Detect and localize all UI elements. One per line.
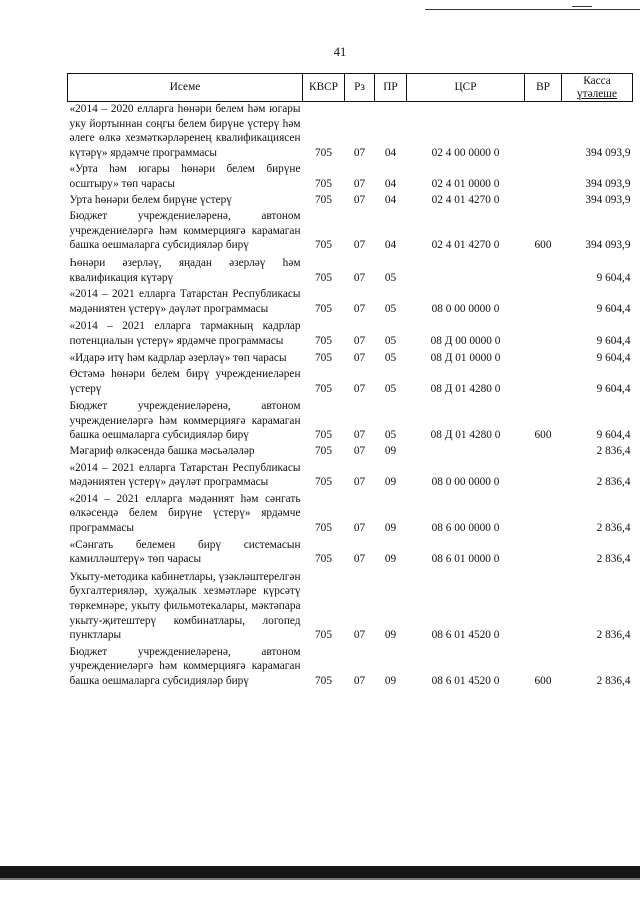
row-rz: 07 xyxy=(353,382,366,395)
table-header-row xyxy=(68,74,633,102)
row-vr xyxy=(525,567,562,643)
row-amount: 9 604,4 xyxy=(596,271,631,284)
row-name: Укыту-методика кабинетлары, үзәкләштерелгән бухгалтерияләр, хуҗалык хезмәтләре күрсәтү төркемнәре, укыту фильмотекалары, мәктәпара укыту-җитештерү комбинатлары, логопед пунктлары xyxy=(69,570,301,642)
row-rz: 07 xyxy=(353,271,366,284)
row-kvsr: 705 xyxy=(315,193,332,206)
row-rz: 07 xyxy=(353,302,366,315)
row-pr: 09 xyxy=(384,674,397,687)
table-row xyxy=(68,253,633,285)
row-kvsr: 705 xyxy=(315,177,332,190)
row-rz: 07 xyxy=(353,629,366,642)
table-row xyxy=(68,490,633,536)
header-kvsr: КВСР xyxy=(303,74,345,102)
row-pr: 09 xyxy=(384,553,397,566)
header-kassa xyxy=(562,74,633,102)
row-name: «Идарә итү һәм кадрлар әзерләү» төп чарасы xyxy=(69,351,287,364)
scan-bottom-band xyxy=(0,866,640,878)
header-kassa-line1: Касса xyxy=(583,74,611,87)
row-pr: 04 xyxy=(384,177,397,190)
row-name: Бюджет учреждениеләренә, автоном учреждениеләргә һәм коммерциягә карамаган башка оешмаларга субсидияләр бирү xyxy=(69,210,301,252)
row-csr xyxy=(407,253,525,285)
row-pr: 05 xyxy=(384,351,397,364)
row-csr: 08 Д 01 4280 0 xyxy=(430,429,501,442)
row-csr: 02 4 00 0000 0 xyxy=(431,146,500,159)
row-csr: 02 4 01 4270 0 xyxy=(431,193,500,206)
row-vr xyxy=(525,160,562,191)
table-row xyxy=(68,349,633,366)
header-name: Исеме xyxy=(68,74,303,102)
row-rz: 07 xyxy=(353,146,366,159)
row-vr xyxy=(525,536,562,567)
row-amount: 9 604,4 xyxy=(596,351,631,364)
row-amount: 2 836,4 xyxy=(596,476,631,489)
row-pr: 09 xyxy=(384,445,397,458)
scan-bottom-band-edge xyxy=(0,878,640,880)
row-amount: 9 604,4 xyxy=(596,302,631,315)
row-kvsr: 705 xyxy=(315,445,332,458)
table-row xyxy=(68,643,633,689)
row-kvsr: 705 xyxy=(315,674,332,687)
row-vr xyxy=(525,102,562,161)
row-pr: 04 xyxy=(384,193,397,206)
row-kvsr: 705 xyxy=(315,271,332,284)
row-amount: 394 093,9 xyxy=(585,239,631,252)
row-rz: 07 xyxy=(353,522,366,535)
row-amount: 2 836,4 xyxy=(596,674,631,687)
table-body xyxy=(68,102,633,689)
table-row xyxy=(68,365,633,396)
row-amount: 394 093,9 xyxy=(585,193,631,206)
budget-table xyxy=(67,73,633,689)
row-amount: 2 836,4 xyxy=(596,629,631,642)
page-number: 41 xyxy=(333,45,347,59)
row-csr: 08 Д 01 4280 0 xyxy=(430,382,501,395)
table-row xyxy=(68,192,633,208)
row-name: «2014 – 2021 елларга тармакның кадрлар потенциалын үстерү» ярдәмче программасы xyxy=(69,320,301,347)
row-pr: 05 xyxy=(384,429,397,442)
table-row xyxy=(68,567,633,643)
row-name: Мәгариф өлкәсендә башка мәсьәләләр xyxy=(69,445,255,458)
row-vr xyxy=(525,459,562,490)
row-name: Һөнәри әзерләү, яңадан әзерләү һәм квалификация күтәрү xyxy=(69,256,301,284)
table-row xyxy=(68,316,633,348)
header-vr: ВР xyxy=(525,74,562,102)
header-kassa-line2: үтәлеше xyxy=(577,87,617,100)
row-kvsr: 705 xyxy=(315,351,332,364)
row-amount: 2 836,4 xyxy=(596,522,631,535)
row-vr: 600 xyxy=(534,239,552,252)
row-kvsr: 705 xyxy=(315,302,332,315)
row-pr: 04 xyxy=(384,239,397,252)
row-kvsr: 705 xyxy=(315,522,332,535)
row-pr: 05 xyxy=(384,382,397,395)
row-rz: 07 xyxy=(353,193,366,206)
row-pr: 05 xyxy=(384,302,397,315)
row-rz: 07 xyxy=(353,334,366,347)
table-row xyxy=(68,443,633,459)
row-name: «2014 – 2021 елларга Татарстан Республикасы мәдәниятен үстерү» дәүләт программасы xyxy=(69,288,301,315)
table-row xyxy=(68,160,633,191)
row-csr: 08 6 00 0000 0 xyxy=(431,522,500,535)
row-name: «2014 – 2020 елларга һөнәри белем һәм югары уку йортыннан соңгы белем бирүне үстерү һәм әлеге өлкә хезмәткәрләренең квалификациясен күтәрү» ярдәмче программасы xyxy=(69,103,301,159)
row-name: Бюджет учреждениеләренә, автоном учреждениеләргә һәм коммерциягә карамаган башка оешмаларга субсидияләр бирү xyxy=(69,400,301,442)
row-amount: 9 604,4 xyxy=(596,382,631,395)
row-pr: 05 xyxy=(384,334,397,347)
row-amount: 9 604,4 xyxy=(596,334,631,347)
top-edge-dash xyxy=(572,6,592,7)
row-name: «2014 – 2021 елларга мәдәният һәм сәнгать өлкәсендә белем бирүне үстерү» ярдәмче программасы xyxy=(69,492,301,535)
row-pr: 05 xyxy=(384,271,397,284)
row-vr xyxy=(525,285,562,316)
row-rz: 07 xyxy=(353,553,366,566)
row-amount: 2 836,4 xyxy=(596,445,631,458)
row-amount: 2 836,4 xyxy=(596,553,631,566)
row-csr: 08 0 00 0000 0 xyxy=(431,476,500,489)
table-row xyxy=(68,536,633,567)
row-rz: 07 xyxy=(353,674,366,687)
row-csr: 08 6 01 4520 0 xyxy=(431,629,500,642)
row-name: «Урта һәм югары һөнәри белем бирүне осштыру» төп чарасы xyxy=(69,163,301,190)
row-vr xyxy=(525,192,562,208)
row-vr xyxy=(525,349,562,366)
row-amount: 394 093,9 xyxy=(585,146,631,159)
row-name: Өстәмә һөнәри белем бирү учреждениеләрен үстерү xyxy=(69,368,301,395)
row-csr: 02 4 01 4270 0 xyxy=(431,239,500,252)
row-csr: 08 6 01 0000 0 xyxy=(431,553,500,566)
row-rz: 07 xyxy=(353,445,366,458)
row-vr: 600 xyxy=(534,674,552,687)
header-rz: Рз xyxy=(345,74,375,102)
row-kvsr: 705 xyxy=(315,429,332,442)
top-edge-rule xyxy=(425,9,640,10)
table-row xyxy=(68,396,633,443)
row-csr: 08 Д 01 0000 0 xyxy=(430,351,501,364)
header-csr: ЦСР xyxy=(407,74,525,102)
row-rz: 07 xyxy=(353,177,366,190)
row-pr: 09 xyxy=(384,629,397,642)
row-kvsr: 705 xyxy=(315,239,332,252)
table-row xyxy=(68,102,633,161)
row-vr xyxy=(525,443,562,459)
row-kvsr: 705 xyxy=(315,334,332,347)
row-rz: 07 xyxy=(353,476,366,489)
row-pr: 09 xyxy=(384,476,397,489)
row-csr: 08 6 01 4520 0 xyxy=(431,674,500,687)
row-vr xyxy=(525,316,562,348)
row-pr: 04 xyxy=(384,146,397,159)
row-name: Урта һөнәри белем бирүне үстерү xyxy=(69,193,232,206)
row-rz: 07 xyxy=(353,351,366,364)
row-amount: 9 604,4 xyxy=(596,429,631,442)
row-kvsr: 705 xyxy=(315,553,332,566)
row-vr xyxy=(525,253,562,285)
header-pr: ПР xyxy=(375,74,407,102)
row-kvsr: 705 xyxy=(315,146,332,159)
row-kvsr: 705 xyxy=(315,476,332,489)
row-amount: 394 093,9 xyxy=(585,177,631,190)
row-csr: 08 Д 00 0000 0 xyxy=(430,334,501,347)
table-row xyxy=(68,285,633,316)
table-row xyxy=(68,207,633,253)
row-kvsr: 705 xyxy=(315,629,332,642)
table-row xyxy=(68,459,633,490)
row-name: «Сәнгать белемен бирү системасын камилләштерү» төп чарасы xyxy=(69,538,301,566)
row-rz: 07 xyxy=(353,239,366,252)
row-csr xyxy=(407,443,525,459)
row-name: «2014 – 2021 елларга Татарстан Республикасы мәдәниятен үстерү» дәүләт программасы xyxy=(69,461,301,489)
row-name: Бюджет учреждениеләренә, автоном учреждениеләргә һәм коммерциягә карамаган башка оешмаларга субсидияләр бирү xyxy=(69,645,301,687)
row-vr: 600 xyxy=(534,429,552,442)
row-csr: 08 0 00 0000 0 xyxy=(431,302,500,315)
row-rz: 07 xyxy=(353,429,366,442)
row-pr: 09 xyxy=(384,522,397,535)
row-vr xyxy=(525,490,562,536)
row-kvsr: 705 xyxy=(315,382,332,395)
row-csr: 02 4 01 0000 0 xyxy=(431,177,500,190)
row-vr xyxy=(525,365,562,396)
